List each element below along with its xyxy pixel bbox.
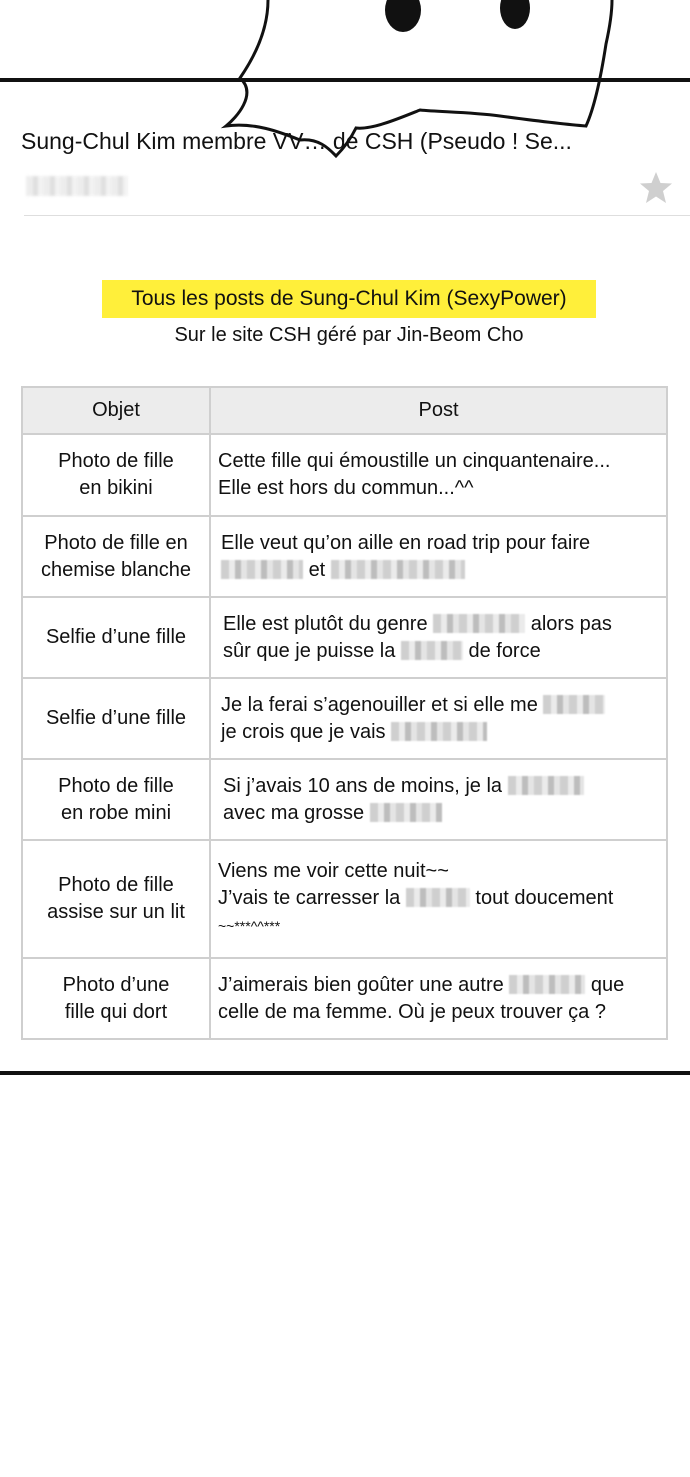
object-cell xyxy=(22,958,210,1039)
table-row xyxy=(22,597,667,678)
table-row xyxy=(22,958,667,1039)
censored-text xyxy=(543,695,605,714)
post-text: avec ma grosse xyxy=(223,801,365,824)
object-cell xyxy=(22,434,210,516)
post-line: Cette fille qui émoustille un cinquantenaire... xyxy=(218,450,611,472)
censored-text xyxy=(509,975,585,994)
post-text: sûr que je puisse la xyxy=(223,639,396,662)
highlight-title: Tous les posts de Sung-Chul Kim (SexyPower) xyxy=(102,280,596,318)
star-icon[interactable] xyxy=(638,170,674,206)
panel-bottom-border xyxy=(0,1071,690,1075)
post-text: je crois que je vais xyxy=(221,720,386,743)
object-cell xyxy=(22,678,210,759)
object-line: Photo d’une xyxy=(62,973,170,996)
object-line: Selfie d’une fille xyxy=(45,707,187,729)
post-text: J’vais te carresser la xyxy=(218,887,401,909)
post-text: Si j’avais 10 ans de moins, je la xyxy=(223,774,503,797)
sender-blurred xyxy=(26,176,128,196)
post-line: Elle est hors du commun...^^ xyxy=(218,477,474,499)
posts-table xyxy=(21,386,668,1040)
post-text: et xyxy=(308,558,326,581)
object-line: chemise blanche xyxy=(40,558,192,581)
table-row xyxy=(22,516,667,597)
censored-text xyxy=(221,560,303,579)
post-text: tout doucement xyxy=(475,887,614,909)
censored-text xyxy=(406,888,470,907)
post-cell xyxy=(210,678,667,759)
object-line: fille qui dort xyxy=(64,1000,168,1023)
table-header-row xyxy=(22,387,667,434)
post-cell xyxy=(210,597,667,678)
object-cell xyxy=(22,597,210,678)
table-row xyxy=(22,759,667,840)
email-subject: Sung-Chul Kim membre VV… de CSH (Pseudo ! Se... xyxy=(21,128,572,154)
post-text: J’aimerais bien goûter une autre xyxy=(218,973,504,996)
object-line: Photo de fille xyxy=(58,874,174,896)
censored-text xyxy=(508,776,584,795)
post-line: Viens me voir cette nuit~~ xyxy=(218,860,449,882)
header-post: Post xyxy=(210,387,667,434)
object-line: Photo de fille xyxy=(58,450,174,472)
object-line: en bikini xyxy=(79,477,153,499)
header-divider xyxy=(24,215,690,216)
post-line: ~~***^^*** xyxy=(218,918,281,934)
object-line: Photo de fille en xyxy=(44,531,188,554)
post-cell xyxy=(210,434,667,516)
post-cell xyxy=(210,759,667,840)
object-cell xyxy=(22,840,210,958)
censored-text xyxy=(391,722,487,741)
table-row xyxy=(22,840,667,958)
subtitle: Sur le site CSH géré par Jin-Beom Cho xyxy=(174,324,524,346)
censored-text xyxy=(401,641,463,660)
panel-top-border xyxy=(0,78,690,82)
object-line: en robe mini xyxy=(60,801,172,824)
table-row xyxy=(22,678,667,759)
object-line: Selfie d’une fille xyxy=(45,626,187,648)
object-cell xyxy=(22,759,210,840)
post-text: alors pas xyxy=(530,612,612,635)
censored-text xyxy=(370,803,442,822)
post-text: de force xyxy=(468,639,541,662)
post-cell xyxy=(210,840,667,958)
post-text: Elle est plutôt du genre xyxy=(223,612,428,635)
object-line: assise sur un lit xyxy=(47,901,185,923)
post-text: Je la ferai s’agenouiller et si elle me xyxy=(221,693,538,716)
object-cell xyxy=(22,516,210,597)
censored-text xyxy=(331,560,465,579)
post-cell xyxy=(210,516,667,597)
post-text: que xyxy=(590,973,625,996)
object-line: Photo de fille xyxy=(58,774,174,797)
table-row xyxy=(22,434,667,516)
post-line: Elle veut qu’on aille en road trip pour faire xyxy=(221,531,591,554)
post-line: celle de ma femme. Où je peux trouver ça ? xyxy=(218,1000,606,1023)
censored-text xyxy=(433,614,525,633)
post-cell xyxy=(210,958,667,1039)
header-objet: Objet xyxy=(22,387,210,434)
